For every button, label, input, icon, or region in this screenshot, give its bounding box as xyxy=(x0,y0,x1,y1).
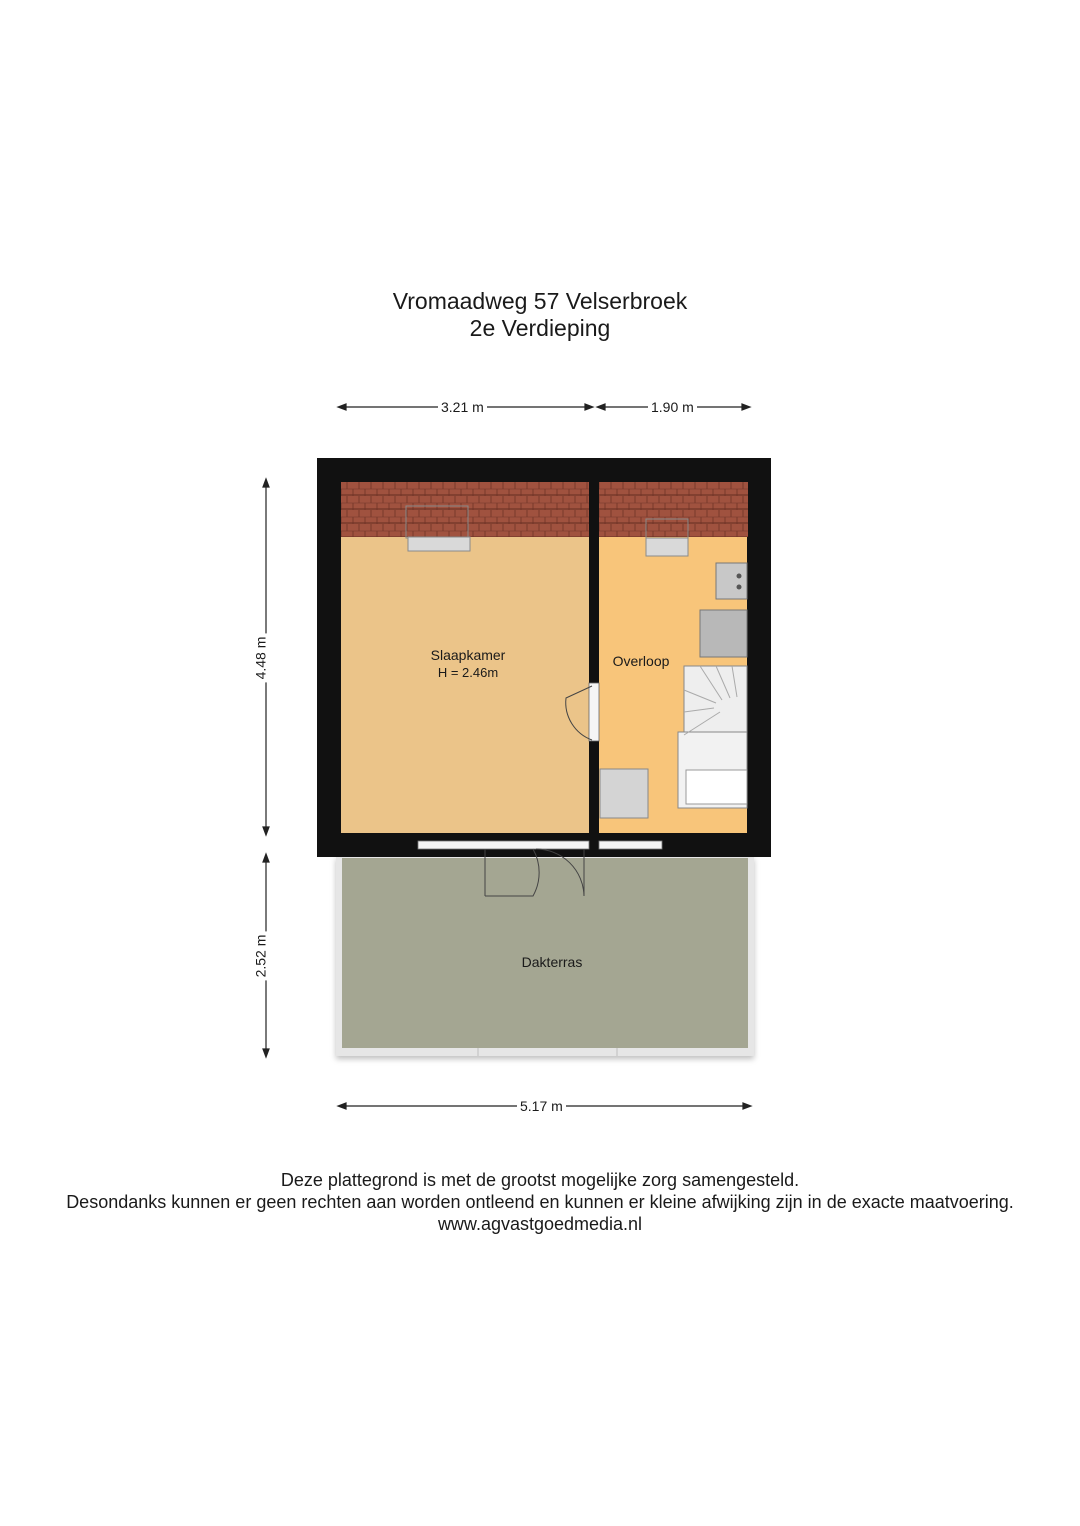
dim-width-left: 3.21 m xyxy=(438,399,487,415)
room-dakterras: Dakterras xyxy=(521,954,583,970)
boiler-unit xyxy=(716,563,747,599)
dim-height-rooms: 4.48 m xyxy=(252,634,268,683)
disclaimer-line-1: Deze plattegrond is met de grootst mogelijke zorg samengesteld. xyxy=(280,1170,800,1190)
roof-tiles xyxy=(341,482,748,537)
plan-floor: 2e Verdieping xyxy=(469,315,611,341)
room-slaapkamer-height: H = 2.46m xyxy=(437,665,499,680)
disclaimer-line-2: Desondanks kunnen er geen rechten aan worden ontleend en kunnen er kleine afwijking zijn in de exacte maatvoering. xyxy=(66,1192,1014,1212)
washer-unit xyxy=(600,769,648,818)
dim-width-right: 1.90 m xyxy=(648,399,697,415)
room-overloop: Overloop xyxy=(612,653,670,669)
cabinet-unit xyxy=(700,610,747,657)
staircase xyxy=(678,666,747,808)
dim-width-total: 5.17 m xyxy=(517,1098,566,1114)
room-slaapkamer xyxy=(408,647,528,681)
dim-height-terrace: 2.52 m xyxy=(252,932,268,981)
website-link[interactable]: www.agvastgoedmedia.nl xyxy=(437,1214,643,1234)
interior-wall xyxy=(589,482,599,857)
plan-address: Vromaadweg 57 Velserbroek xyxy=(392,288,688,314)
room-slaapkamer-name: Slaapkamer xyxy=(430,647,506,663)
